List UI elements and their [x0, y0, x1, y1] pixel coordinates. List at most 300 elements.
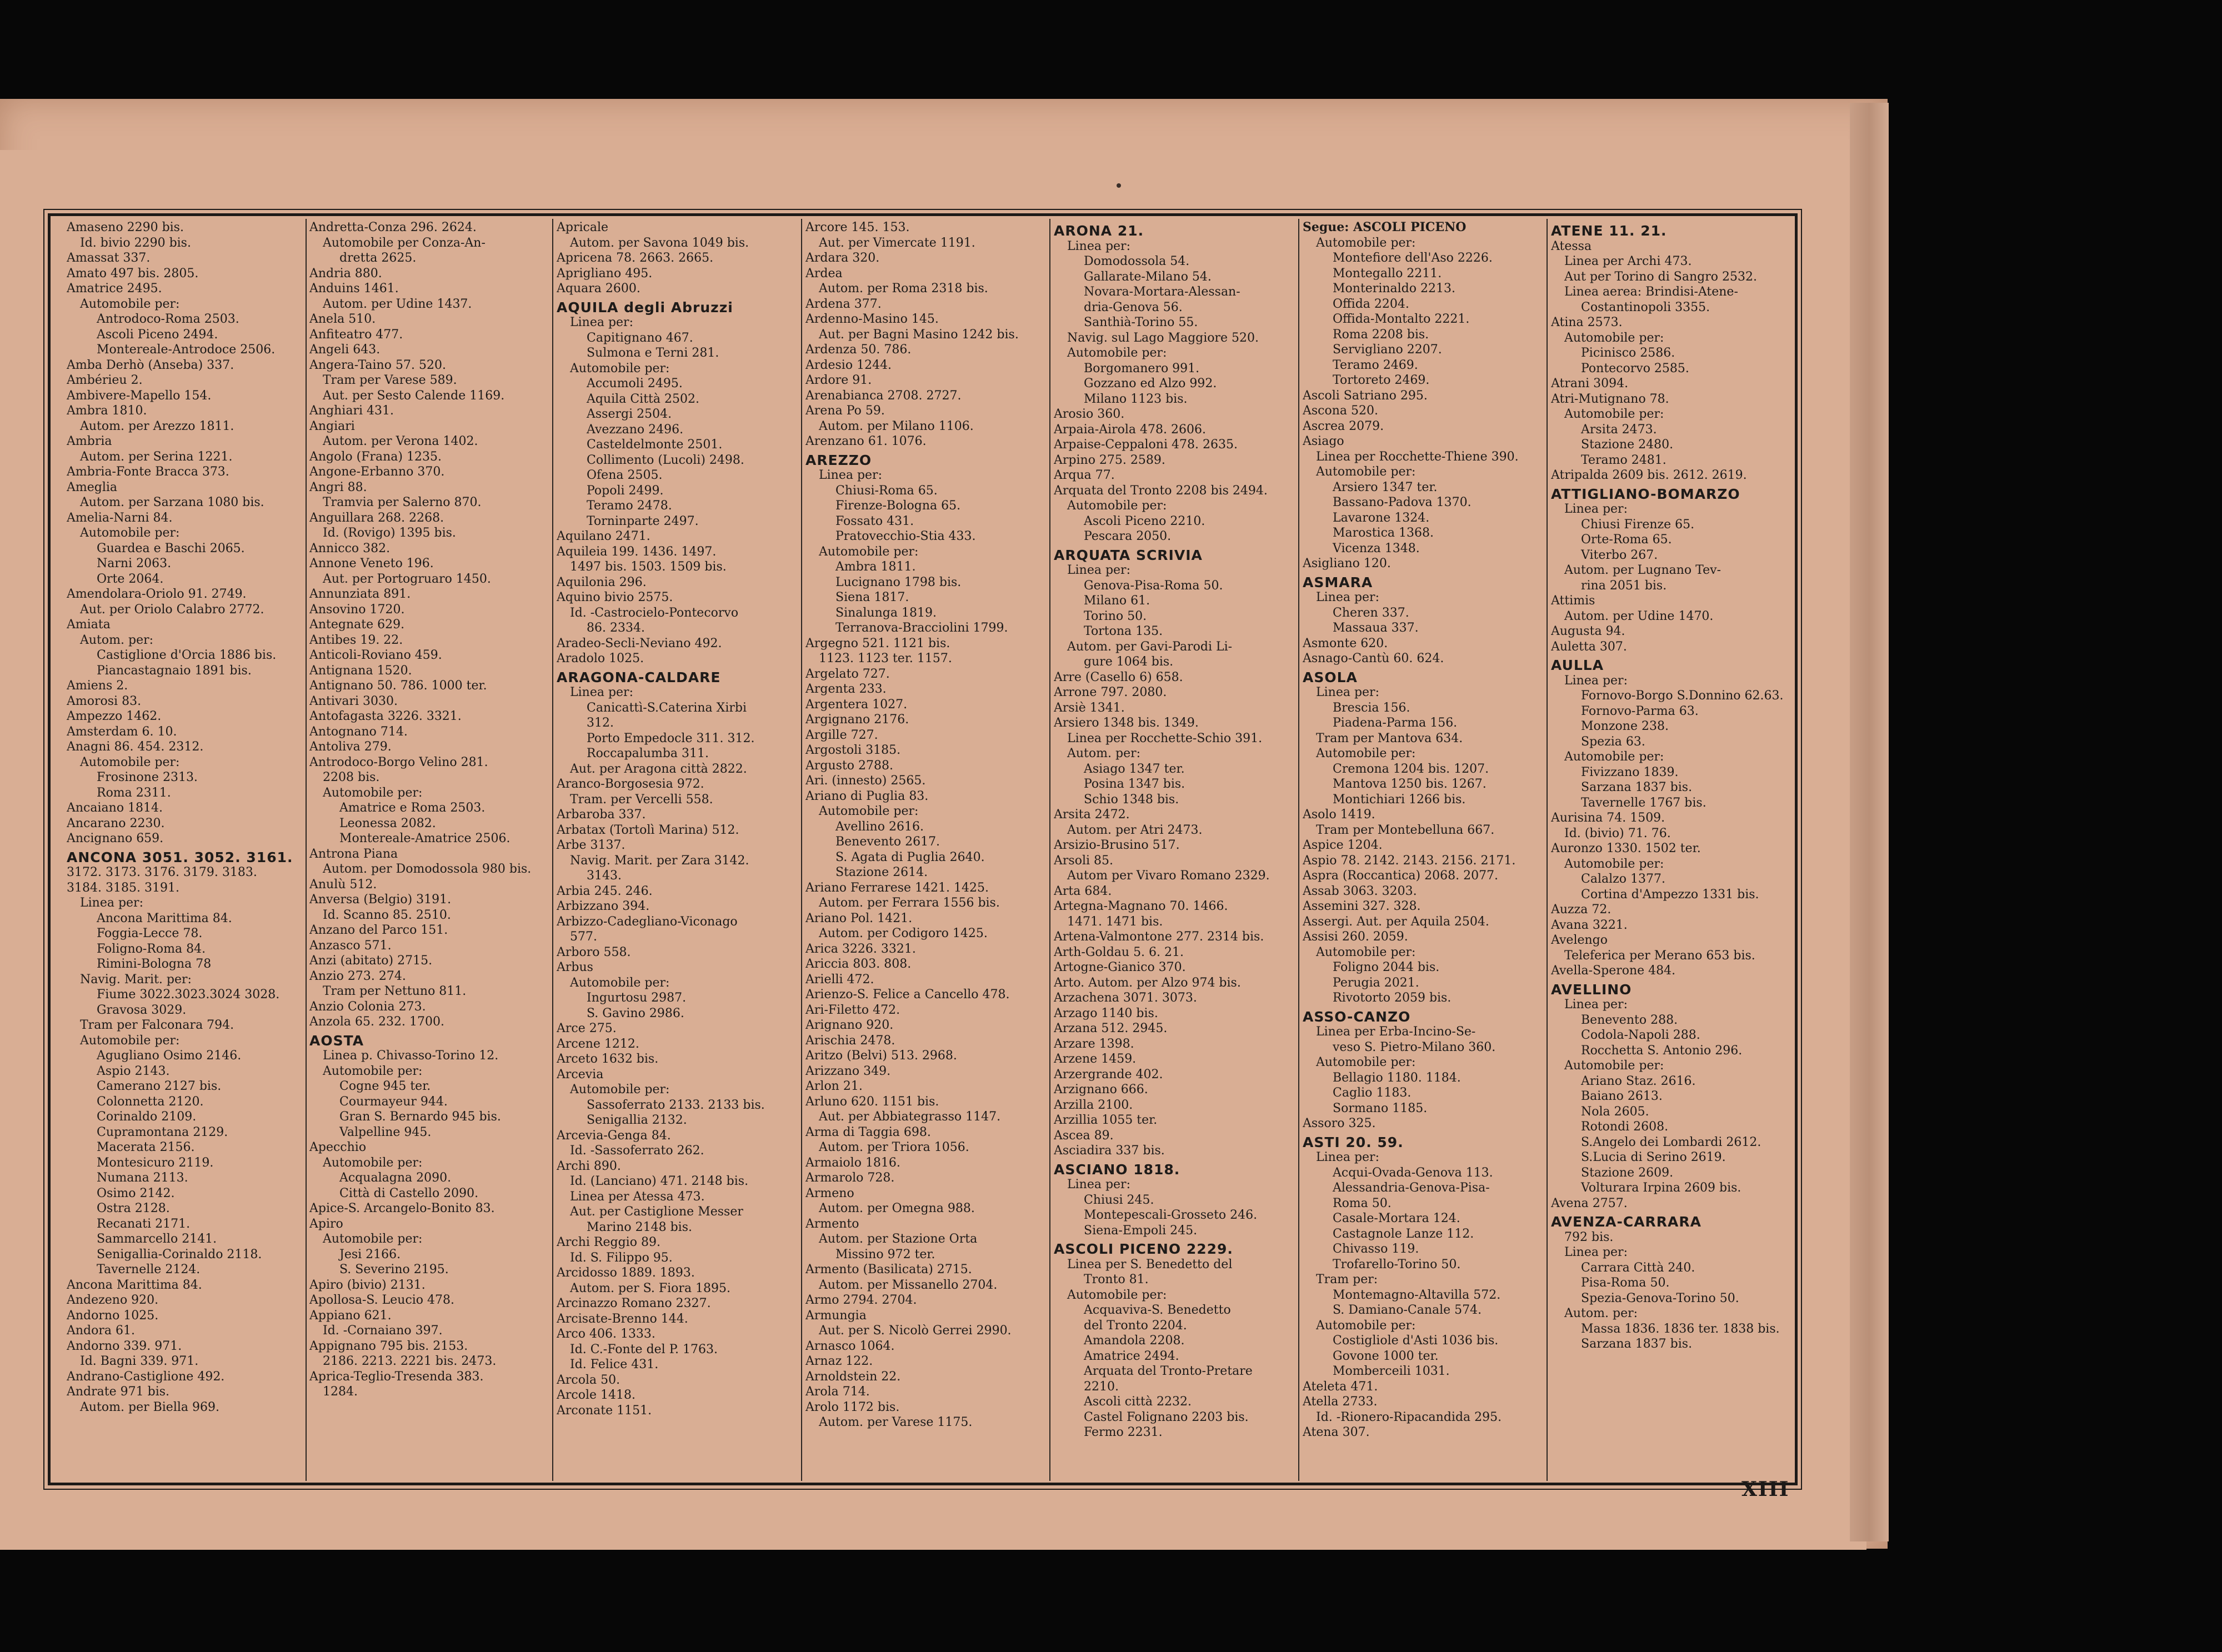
- index-entry: Guardea e Baschi 2065.: [97, 541, 245, 555]
- index-entry: Castiglione d'Orcia 1886 bis.: [97, 648, 277, 662]
- index-entry: Angera-Taino 57. 520.: [309, 358, 446, 372]
- index-entry: Ansovino 1720.: [309, 602, 405, 617]
- index-entry: Ariano Ferrarese 1421. 1425.: [805, 880, 989, 895]
- index-entry: del Tronto 2204.: [1084, 1318, 1187, 1333]
- index-entry: Anzasco 571.: [309, 938, 392, 953]
- index-entry: Capitignano 467.: [587, 331, 693, 345]
- index-entry: Automobile per:: [1316, 465, 1416, 479]
- index-column-7: [1551, 220, 1794, 1481]
- index-entry: Sarzana 1837 bis.: [1581, 780, 1693, 794]
- index-entry: Mantova 1250 bis. 1267.: [1333, 777, 1487, 791]
- index-entry: Amelia-Narni 84.: [67, 510, 173, 525]
- index-entry: Linea per:: [1564, 502, 1628, 516]
- index-entry: Tortoreto 2469.: [1333, 373, 1430, 387]
- index-entry: Tortona 135.: [1084, 624, 1163, 638]
- index-entry: Castel Folignano 2203 bis.: [1084, 1410, 1249, 1424]
- index-entry: Ambivere-Mapello 154.: [67, 388, 212, 403]
- index-entry: 2186. 2213. 2221 bis. 2473.: [323, 1354, 497, 1368]
- index-entry: Arzachena 3071. 3073.: [1054, 991, 1197, 1005]
- index-entry: Armeno: [805, 1186, 854, 1200]
- index-entry: Ascoli Satriano 295.: [1303, 388, 1428, 403]
- index-entry: Annunziata 891.: [309, 587, 411, 601]
- index-entry: Aut. per Sesto Calende 1169.: [323, 388, 505, 403]
- index-entry: Automobile per:: [1067, 346, 1167, 360]
- index-entry: Aquilano 2471.: [557, 529, 650, 543]
- index-entry: Arischia 2478.: [805, 1033, 895, 1048]
- index-entry: Aut. per S. Nicolò Gerrei 2990.: [819, 1324, 1012, 1338]
- index-entry: Domodossola 54.: [1084, 254, 1190, 268]
- index-entry: Anela 510.: [309, 312, 376, 326]
- index-entry: Stazione 2614.: [835, 865, 928, 879]
- index-entry: Ascoli Piceno 2494.: [97, 327, 218, 342]
- index-entry: Picinisco 2586.: [1581, 346, 1675, 360]
- index-entry: Ancona Marittima 84.: [67, 1278, 202, 1292]
- index-entry: Andora 61.: [67, 1324, 135, 1338]
- index-entry: Autom. per Verona 1402.: [323, 434, 478, 448]
- index-entry: Gallarate-Milano 54.: [1084, 269, 1212, 284]
- index-entry: Montegallo 2211.: [1333, 266, 1442, 281]
- index-entry: Foligno 2044 bis.: [1333, 960, 1440, 974]
- index-entry: Auletta 307.: [1551, 639, 1627, 654]
- index-entry: Linea per Erba-Incino-Se-: [1316, 1025, 1476, 1039]
- index-entry: Ofena 2505.: [587, 468, 663, 482]
- index-entry: Avena 2757.: [1551, 1196, 1628, 1210]
- index-entry: Argignano 2176.: [805, 713, 909, 727]
- index-entry: Aurisina 74. 1509.: [1551, 811, 1665, 825]
- index-entry: Cortina d'Ampezzo 1331 bis.: [1581, 887, 1759, 902]
- index-entry: Missino 972 ter.: [835, 1247, 935, 1261]
- index-entry: Arconate 1151.: [557, 1403, 652, 1418]
- index-entry: Aut. per Portogruaro 1450.: [323, 572, 491, 586]
- index-entry: Annicco 382.: [309, 541, 391, 555]
- index-entry: Arpaise-Ceppaloni 478. 2635.: [1054, 438, 1238, 452]
- page-edge: [1850, 103, 1889, 1541]
- index-entry: Anzi (abitato) 2715.: [309, 954, 433, 968]
- index-entry: Fossato 431.: [835, 514, 914, 528]
- index-entry: Arquata del Tronto 2208 bis 2494.: [1054, 483, 1268, 498]
- index-entry: Arbaroba 337.: [557, 808, 646, 822]
- index-entry: Leonessa 2082.: [339, 816, 436, 830]
- index-entry: Arceto 1632 bis.: [557, 1052, 659, 1066]
- index-entry: Ancona Marittima 84.: [97, 911, 232, 925]
- index-entry: Arbe 3137.: [557, 838, 625, 852]
- index-entry: Linea per:: [819, 468, 882, 482]
- index-entry: Arzillia 1055 ter.: [1054, 1113, 1158, 1127]
- index-entry: Arcore 145. 153.: [805, 221, 910, 234]
- column-divider: [1298, 219, 1299, 1481]
- index-entry: Rimini-Bologna 78: [97, 957, 212, 971]
- index-entry: Torninparte 2497.: [587, 514, 699, 528]
- index-entry: S.Lucia di Serino 2619.: [1581, 1150, 1726, 1164]
- index-entry: Auronzo 1330. 1502 ter.: [1551, 842, 1701, 855]
- index-entry: Ancarano 2230.: [67, 816, 165, 830]
- column-divider: [306, 219, 307, 1481]
- index-entry: Ascrea 2079.: [1303, 419, 1384, 433]
- index-entry: Alessandria-Genova-Pisa-: [1333, 1181, 1490, 1195]
- index-entry: Autom. per Domodossola 980 bis.: [323, 862, 532, 876]
- index-entry: Automobile per:: [1564, 1059, 1664, 1073]
- index-entry: Brescia 156.: [1333, 700, 1410, 715]
- index-entry: Ardea: [805, 266, 843, 281]
- index-entry: Automobile per:: [80, 526, 180, 540]
- index-entry: Asigliano 120.: [1303, 557, 1391, 570]
- index-entry: 1123. 1123 ter. 1157.: [819, 652, 952, 665]
- index-entry: Recanati 2171.: [97, 1217, 191, 1231]
- index-entry: Angone-Erbanno 370.: [309, 465, 445, 479]
- index-entry: Chiusi Firenze 65.: [1581, 517, 1695, 532]
- index-entry: Ari-Filetto 472.: [805, 1003, 900, 1017]
- index-entry: Macerata 2156.: [97, 1140, 195, 1154]
- index-entry: Arzene 1459.: [1054, 1052, 1137, 1066]
- index-entry: Amorosi 83.: [67, 694, 142, 708]
- index-entry: Roccapalumba 311.: [587, 747, 709, 760]
- index-entry: Arquata del Tronto-Pretare: [1084, 1364, 1253, 1378]
- index-entry: Linea per:: [1316, 1150, 1379, 1164]
- index-entry: Roma 2311.: [97, 785, 171, 800]
- index-entry: Ambra 1810.: [67, 404, 147, 418]
- index-entry: Argelato 727.: [805, 667, 890, 681]
- index-entry: Ardara 320.: [805, 251, 880, 265]
- index-entry: Linea p. Chivasso-Torino 12.: [323, 1049, 499, 1063]
- index-entry: Acqui-Ovada-Genova 113.: [1333, 1165, 1493, 1180]
- index-entry: Borgomanero 991.: [1084, 361, 1200, 376]
- index-entry: Canicattì-S.Caterina Xirbi: [587, 700, 747, 715]
- index-entry: Amatrice e Roma 2503.: [339, 801, 486, 815]
- index-entry: Armarolo 728.: [805, 1171, 895, 1185]
- index-entry: Arsoli 85.: [1054, 853, 1113, 868]
- index-entry: Teramo 2469.: [1333, 358, 1418, 372]
- index-entry: Gozzano ed Alzo 992.: [1084, 377, 1217, 391]
- index-entry: Id. C.-Fonte del P. 1763.: [570, 1342, 718, 1356]
- index-entry: Arnaz 122.: [805, 1354, 873, 1368]
- index-entry: Apecchio: [309, 1140, 367, 1154]
- index-entry: Arth-Goldau 5. 6. 21.: [1054, 945, 1184, 959]
- index-entry: Viterbo 267.: [1581, 548, 1658, 562]
- index-entry: Aut. per Vimercate 1191.: [819, 236, 975, 250]
- index-entry: Asciadira 337 bis.: [1054, 1144, 1165, 1158]
- index-entry: Assergi. Aut. per Aquila 2504.: [1303, 914, 1489, 929]
- index-entry: Cupramontana 2129.: [97, 1125, 228, 1139]
- index-entry: 312.: [587, 716, 614, 730]
- index-entry: Valpelline 945.: [339, 1125, 432, 1139]
- index-entry: Apiro (bivio) 2131.: [309, 1278, 426, 1292]
- index-entry: Angolo (Frana) 1235.: [309, 449, 442, 464]
- index-column-1: [67, 220, 309, 1481]
- index-entry: Linea per Rocchette-Schio 391.: [1067, 731, 1263, 745]
- index-entry: Linea per:: [1316, 685, 1379, 699]
- index-entry: Arica 3226. 3321.: [805, 942, 916, 956]
- index-entry: Automobile per:: [1067, 1288, 1167, 1302]
- index-entry: Anduins 1461.: [309, 282, 399, 296]
- index-entry: Jesi 2166.: [339, 1247, 401, 1261]
- index-entry: Pescara 2050.: [1084, 529, 1172, 543]
- index-entry: Autom. per Milano 1106.: [819, 419, 974, 433]
- index-entry: Ari. (innesto) 2565.: [805, 774, 926, 788]
- index-entry: Ambérieu 2.: [67, 373, 143, 387]
- index-heading: ARONA 21.: [1054, 223, 1144, 239]
- index-entry: Autom. per Udine 1437.: [323, 297, 472, 311]
- index-entry: Automobile per:: [570, 361, 670, 376]
- index-entry: Spezia-Genova-Torino 50.: [1581, 1291, 1739, 1305]
- index-entry: Aquilonia 296.: [557, 575, 647, 589]
- index-entry: Arignano 920.: [805, 1018, 894, 1032]
- index-entry: Ascoli città 2232.: [1084, 1395, 1192, 1409]
- index-entry: Id. (bivio) 71. 76.: [1564, 826, 1671, 840]
- index-entry: Asiago 1347 ter.: [1084, 762, 1185, 776]
- index-entry: Ambria-Fonte Bracca 373.: [67, 465, 229, 479]
- index-entry: Ancignano 659.: [67, 832, 164, 845]
- index-entry: Andezeno 920.: [67, 1293, 159, 1307]
- index-entry: Ariano Pol. 1421.: [805, 911, 913, 925]
- index-entry: Argostoli 3185.: [805, 743, 901, 757]
- index-entry: Sammarcello 2141.: [97, 1232, 217, 1246]
- index-entry: Calalzo 1377.: [1581, 872, 1665, 886]
- index-entry: Carrara Città 240.: [1581, 1260, 1695, 1275]
- index-entry: Cogne 945 ter.: [339, 1079, 431, 1093]
- index-entry: Montereale-Amatrice 2506.: [339, 832, 511, 845]
- index-entry: Aspio 2143.: [97, 1064, 170, 1078]
- index-entry: Automobile per:: [1067, 499, 1167, 513]
- index-entry: 1284.: [323, 1385, 358, 1399]
- index-entry: Rotondi 2608.: [1581, 1120, 1669, 1134]
- index-entry: Chiusi 245.: [1084, 1193, 1154, 1207]
- index-entry: Costigliole d'Asti 1036 bis.: [1333, 1334, 1499, 1348]
- index-entry: Automobile per:: [1564, 857, 1664, 871]
- index-entry: Anfiteatro 477.: [309, 327, 403, 342]
- index-entry: Osimo 2142.: [97, 1186, 175, 1200]
- index-entry: Arcidosso 1889. 1893.: [557, 1266, 695, 1280]
- index-entry: Montichiari 1266 bis.: [1333, 792, 1466, 807]
- index-entry: Porto Empedocle 311. 312.: [587, 731, 755, 745]
- index-entry: Andorno 1025.: [67, 1308, 159, 1323]
- column-divider: [552, 219, 553, 1481]
- index-entry: Ambra 1811.: [835, 560, 916, 574]
- index-entry: Arpaia-Airola 478. 2606.: [1054, 422, 1206, 437]
- index-entry: S. Agata di Puglia 2640.: [835, 850, 985, 864]
- index-entry: Amato 497 bis. 2805.: [67, 266, 199, 281]
- index-entry: Govone 1000 ter.: [1333, 1349, 1439, 1363]
- index-entry: Arsita 2472.: [1054, 808, 1130, 822]
- index-entry: Avelengo: [1551, 933, 1608, 947]
- index-entry: Arzergrande 402.: [1054, 1067, 1163, 1082]
- index-entry: Stazione 2480.: [1581, 438, 1674, 452]
- index-entry: Teramo 2481.: [1581, 453, 1666, 467]
- index-entry: Pontecorvo 2585.: [1581, 361, 1689, 376]
- index-entry: Arzilla 2100.: [1054, 1098, 1133, 1112]
- index-entry: Anzano del Parco 151.: [309, 923, 448, 937]
- index-entry: Fornovo-Parma 63.: [1581, 704, 1699, 718]
- index-entry: Lavarone 1324.: [1333, 510, 1430, 525]
- index-entry: Annone Veneto 196.: [309, 557, 434, 570]
- index-entry: Servigliano 2207.: [1333, 343, 1442, 357]
- index-entry: Amiens 2.: [67, 679, 128, 693]
- index-entry: Arnasco 1064.: [805, 1339, 895, 1353]
- index-entry: Automobile per:: [1316, 747, 1416, 760]
- index-entry: Avana 3221.: [1551, 918, 1628, 932]
- index-entry: Arre (Casello 6) 658.: [1054, 670, 1183, 684]
- index-entry: Automobile per:: [1564, 331, 1664, 345]
- index-entry: 577.: [570, 930, 597, 944]
- index-entry: Linea per:: [1316, 590, 1379, 604]
- index-entry: Amandola 2208.: [1084, 1334, 1185, 1348]
- index-entry: Andrate 971 bis.: [67, 1385, 170, 1399]
- index-entry: dria-Genova 56.: [1084, 300, 1183, 314]
- index-entry: Ambria: [67, 434, 112, 448]
- index-entry: Corinaldo 2109.: [97, 1110, 197, 1124]
- index-entry: Arbizzo-Cadegliano-Viconago: [557, 914, 738, 929]
- index-heading: ASTI 20. 59.: [1303, 1134, 1404, 1150]
- index-column-2: [309, 220, 552, 1481]
- index-entry: Appignano 795 bis. 2153.: [309, 1339, 468, 1353]
- index-entry: Accumoli 2495.: [587, 377, 683, 391]
- index-entry: Andria 880.: [309, 266, 382, 281]
- index-entry: Cheren 337.: [1333, 605, 1409, 620]
- index-column-3: [557, 220, 799, 1481]
- index-entry: Assergi 2504.: [587, 407, 672, 421]
- index-entry: Ateleta 471.: [1303, 1379, 1378, 1394]
- index-entry: Novara-Mortara-Alessan-: [1084, 285, 1240, 299]
- index-entry: Andorno 339. 971.: [67, 1339, 182, 1353]
- index-entry: Aprigliano 495.: [557, 266, 653, 281]
- index-entry: Massa 1836. 1836 ter. 1838 bis.: [1581, 1321, 1780, 1336]
- index-entry: Avella-Sperone 484.: [1551, 964, 1676, 978]
- index-entry: Argentera 1027.: [805, 697, 908, 712]
- index-heading: ASOLA: [1303, 669, 1358, 685]
- index-entry: Autom. per Arezzo 1811.: [80, 419, 234, 433]
- index-entry: Arzago 1140 bis.: [1054, 1006, 1158, 1020]
- index-entry: Arbizzano 394.: [557, 899, 650, 913]
- index-column-4: [805, 220, 1048, 1481]
- index-entry: Avezzano 2496.: [587, 422, 684, 437]
- index-entry: S. Severino 2195.: [339, 1263, 449, 1276]
- index-entry: Offida-Montalto 2221.: [1333, 312, 1470, 326]
- index-entry: Armungia: [805, 1308, 867, 1323]
- index-entry: Atina 2573.: [1551, 316, 1623, 329]
- index-entry: Artegna-Magnano 70. 1466.: [1054, 899, 1228, 913]
- index-entry: Linea per:: [1564, 1245, 1628, 1259]
- index-entry: Arcisate-Brenno 144.: [557, 1311, 688, 1326]
- index-entry: Arcole 1418.: [557, 1388, 636, 1402]
- index-entry: Linea per:: [1067, 1178, 1130, 1192]
- index-entry: Ostra 2128.: [97, 1202, 170, 1215]
- index-entry: Segue: ASCOLI PICENO: [1303, 220, 1467, 234]
- index-entry: Milano 61.: [1084, 594, 1150, 608]
- index-entry: Piancastagnaio 1891 bis.: [97, 663, 252, 678]
- index-entry: Ardenno-Masino 145.: [805, 312, 939, 326]
- index-entry: Anzola 65. 232. 1700.: [309, 1015, 444, 1029]
- index-entry: Fermo 2231.: [1084, 1425, 1163, 1439]
- index-entry: Montefiore dell'Aso 2226.: [1333, 251, 1493, 265]
- column-divider: [801, 219, 802, 1481]
- index-entry: Perugia 2021.: [1333, 975, 1419, 990]
- index-entry: Acquaviva-S. Benedetto: [1084, 1303, 1231, 1317]
- index-entry: Id. -Cornaiano 397.: [323, 1324, 443, 1338]
- index-entry: Arsizio-Brusino 517.: [1054, 838, 1180, 852]
- index-heading: AULLA: [1551, 657, 1604, 673]
- index-entry: Autom. per:: [80, 633, 154, 647]
- index-entry: Arola 714.: [805, 1385, 870, 1399]
- index-entry: Autom. per Roma 2318 bis.: [819, 282, 988, 296]
- index-entry: Attimis: [1551, 594, 1595, 608]
- index-entry: Sassoferrato 2133. 2133 bis.: [587, 1098, 765, 1112]
- index-entry: Arsiè 1341.: [1054, 700, 1125, 715]
- index-entry: Arzare 1398.: [1054, 1037, 1134, 1051]
- index-entry: Automobile per:: [323, 1155, 423, 1170]
- index-entry: Arluno 620. 1151 bis.: [805, 1094, 939, 1109]
- index-entry: Automobile per:: [323, 785, 423, 800]
- index-entry: Anguillara 268. 2268.: [309, 510, 444, 525]
- index-entry: Anulù 512.: [309, 877, 377, 892]
- index-entry: Automobile per Conza-An-: [323, 236, 486, 250]
- index-entry: Argille 727.: [805, 728, 878, 742]
- index-heading: ASCOLI PICENO 2229.: [1054, 1241, 1233, 1257]
- index-entry: Città di Castello 2090.: [339, 1186, 479, 1200]
- index-entry: Ascea 89.: [1054, 1128, 1114, 1143]
- index-entry: Arena Po 59.: [805, 404, 885, 418]
- index-entry: Fornovo-Borgo S.Donnino 62.63.: [1581, 689, 1784, 703]
- index-entry: Baiano 2613.: [1581, 1089, 1663, 1103]
- index-entry: Aut. per Aragona città 2822.: [570, 762, 747, 776]
- index-entry: Arcola 50.: [557, 1373, 620, 1387]
- index-entry: Aquileia 199. 1436. 1497.: [557, 544, 717, 559]
- index-entry: Fivizzano 1839.: [1581, 765, 1679, 779]
- index-entry: Antrodoco-Roma 2503.: [97, 312, 239, 326]
- column-divider: [1049, 219, 1050, 1481]
- index-entry: Id. -Castrocielo-Pontecorvo: [570, 605, 739, 620]
- index-entry: Linea per:: [570, 316, 633, 329]
- index-entry: Arco 406. 1333.: [557, 1327, 655, 1341]
- index-entry: Aquino bivio 2575.: [557, 590, 673, 604]
- index-entry: Montepescali-Grosseto 246.: [1084, 1208, 1258, 1222]
- index-entry: Arcene 1212.: [557, 1037, 639, 1051]
- index-entry: Stazione 2609.: [1581, 1165, 1674, 1180]
- index-entry: Gravosa 3029.: [97, 1003, 187, 1017]
- index-entry: Asnago-Cantù 60. 624.: [1303, 652, 1444, 665]
- index-entry: Ascona 520.: [1303, 404, 1379, 418]
- index-entry: Appiano 621.: [309, 1308, 392, 1323]
- index-entry: Ingurtosu 2987.: [587, 991, 687, 1005]
- index-entry: Id. -Rionero-Ripacandida 295.: [1316, 1410, 1502, 1424]
- index-entry: Tronto 81.: [1084, 1273, 1149, 1286]
- index-entry: Assab 3063. 3203.: [1303, 884, 1417, 898]
- index-entry: Senigallia-Corinaldo 2118.: [97, 1247, 262, 1261]
- index-entry: Vicenza 1348.: [1333, 541, 1420, 555]
- index-entry: Amassat 337.: [67, 251, 151, 265]
- index-entry: Antivari 3030.: [309, 694, 398, 708]
- index-entry: Numana 2113.: [97, 1171, 188, 1185]
- index-entry: S.Angelo dei Lombardi 2612.: [1581, 1135, 1761, 1149]
- index-entry: Arbia 245. 246.: [557, 884, 653, 898]
- index-entry: Ameglia: [67, 480, 118, 494]
- index-entry: Antegnate 629.: [309, 618, 405, 632]
- index-entry: Collimento (Lucoli) 2498.: [587, 453, 744, 467]
- index-entry: Spezia 63.: [1581, 734, 1645, 749]
- index-entry: Autom. per Omegna 988.: [819, 1202, 975, 1215]
- index-entry: Frosinone 2313.: [97, 770, 198, 784]
- index-entry: Aspice 1204.: [1303, 838, 1383, 852]
- index-entry: Antoliva 279.: [309, 740, 392, 754]
- index-entry: Id. Felice 431.: [570, 1358, 659, 1371]
- index-entry: Atripalda 2609 bis. 2612. 2619.: [1551, 468, 1747, 482]
- index-entry: Atrani 3094.: [1551, 377, 1629, 391]
- index-entry: Nola 2605.: [1581, 1104, 1649, 1119]
- index-entry: Ampezzo 1462.: [67, 709, 162, 723]
- index-entry: Arbus: [557, 960, 593, 974]
- index-entry: Aradeo-Secli-Neviano 492.: [557, 636, 722, 650]
- index-entry: Automobile per:: [570, 1083, 670, 1097]
- index-entry: Foggia-Lecce 78.: [97, 927, 203, 940]
- index-entry: Linea per:: [1564, 998, 1628, 1012]
